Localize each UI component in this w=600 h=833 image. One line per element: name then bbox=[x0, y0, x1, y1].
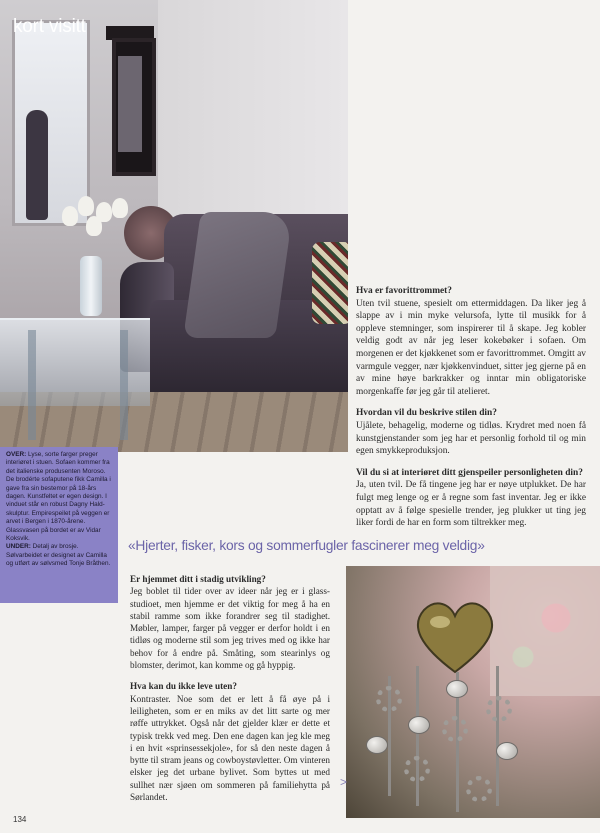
silver-disc bbox=[446, 680, 468, 698]
table-leg bbox=[120, 330, 128, 440]
flower-charm bbox=[442, 716, 468, 742]
section-label: kort visitt bbox=[13, 16, 86, 37]
glass-vase bbox=[80, 256, 102, 316]
interview-column-left bbox=[130, 573, 330, 812]
glass-heart bbox=[410, 596, 500, 676]
caption-text: Detalj av brosje. Sølvarbeidet er designet av Camilla og utført av sølvsmed Tonje Bråthen. bbox=[6, 543, 111, 568]
brooch-photo bbox=[346, 566, 600, 818]
caption-lead: UNDER: bbox=[6, 543, 31, 551]
caption-under bbox=[6, 543, 112, 568]
caption-lead: OVER: bbox=[6, 451, 27, 458]
question: Er hjemmet ditt i stadig utvikling? bbox=[130, 574, 266, 584]
sculpture bbox=[26, 110, 48, 220]
wall bbox=[158, 0, 348, 240]
floral-fabric bbox=[490, 566, 600, 696]
answer: Jeg boblet til tider over av ideer når jeg er i glass-studioet, men hjemme er det viktig for meg å ha en stabil ramme som ikke forandrer seg til stadighet. Møbler, lamper, farger på vegger er derfor holdt i en tidløs og moderne stil som jeg trives med og ikke har behov for å endre på. Småting, som stearinlys og blomster, derimot, kan komme og gå hyppig. bbox=[130, 586, 330, 671]
question: Vil du si at interiøret ditt gjenspeiler personligheten din? bbox=[356, 467, 583, 478]
answer: Ujålete, behagelig, moderne og tidløs. Krydret med noen få kunstgjenstander som jeg har et personlig forhold til og min egen smykkeproduksjon. bbox=[356, 420, 586, 457]
question: Hvordan vil du beskrive stilen din? bbox=[356, 408, 497, 419]
interview-column-right bbox=[356, 285, 586, 539]
answer: Ja, uten tvil. De få tingene jeg har er nøye utplukket. De har fulgt meg lenge og er å regne som fast inventar. Jeg er ikke opptatt av å følge spesielle trender, jeg plukker ut ting jeg liker fordi de har en form som tiltrekker meg. bbox=[356, 480, 586, 529]
embroidered-pillow bbox=[312, 242, 348, 324]
flower-charm bbox=[376, 686, 402, 712]
silver-disc bbox=[408, 716, 430, 734]
page-number: 134 bbox=[13, 815, 27, 824]
flower-charm bbox=[486, 696, 512, 722]
caption-text: Lyse, sorte farger preger interiøret i stuen. Sofaen kommer fra det italienske produsenten Moroso. De brodérte sofaputene fikk Camilla i gave fra sin bestemor på 18-års dagen. Kunstfeltet er egen design. I vinduet står en robust Dagny Hald-skulptur. Empirespeilet på veggen er arvet i Bergen i 1870-årene. Glassvasen på bordet er av Vidar Koksvik. bbox=[6, 451, 111, 543]
mirror-glass bbox=[118, 56, 142, 152]
question: Hva kan du ikke leve uten? bbox=[130, 681, 237, 692]
pull-quote: «Hjerter, fisker, kors og sommerfugler fascinerer meg veldig» bbox=[128, 538, 485, 553]
continue-marker: > bbox=[340, 775, 348, 789]
knitted-throw bbox=[183, 212, 293, 338]
table-leg bbox=[28, 330, 36, 440]
question: Hva er favorittrommet? bbox=[356, 286, 452, 296]
flower-charm bbox=[404, 756, 430, 782]
answer: Kontraster. Noe som det er lett å få øye på i leiligheten, som er en miks av det litt sarte og mer røffe uttrykket. Også når det gjelder klær er dette et typisk trekk ved meg. Den ene dagen kan jeg kle meg i en hvit «sprinsessekjole», for så den neste dagen å bytte til stram jeans og cowboystøvletter. Om vinteren elsker jeg det urbane bylivet. Som byttes ut med sullhet nær sjøen om sommeren på familiehytta på Sørlandet. bbox=[130, 693, 330, 803]
silver-disc bbox=[496, 742, 518, 760]
living-room-photo bbox=[0, 0, 348, 452]
photo-caption bbox=[0, 447, 118, 603]
answer: Uten tvil stuene, spesielt om ettermiddagen. Da liker jeg å slappe av i min myke velursofa, lytte til musikk for å oppleve stemninger, som inspirerer til å skape. Jeg kobler veldig godt av når jeg leser kokebøker i sofaen. Om morgenen er det kjøkkenet som er favorittrommet. Omgitt av varmgule vegger, nær kjøkkenvinduet, sitter jeg gjerne på en av mine høye barkrakker og inntar min obligatoriske morgenkaffe før jeg går til atelieret. bbox=[356, 298, 586, 397]
tulip-bouquet bbox=[60, 196, 132, 256]
silver-disc bbox=[366, 736, 388, 754]
caption-over bbox=[6, 451, 112, 543]
flower-charm bbox=[466, 776, 492, 802]
